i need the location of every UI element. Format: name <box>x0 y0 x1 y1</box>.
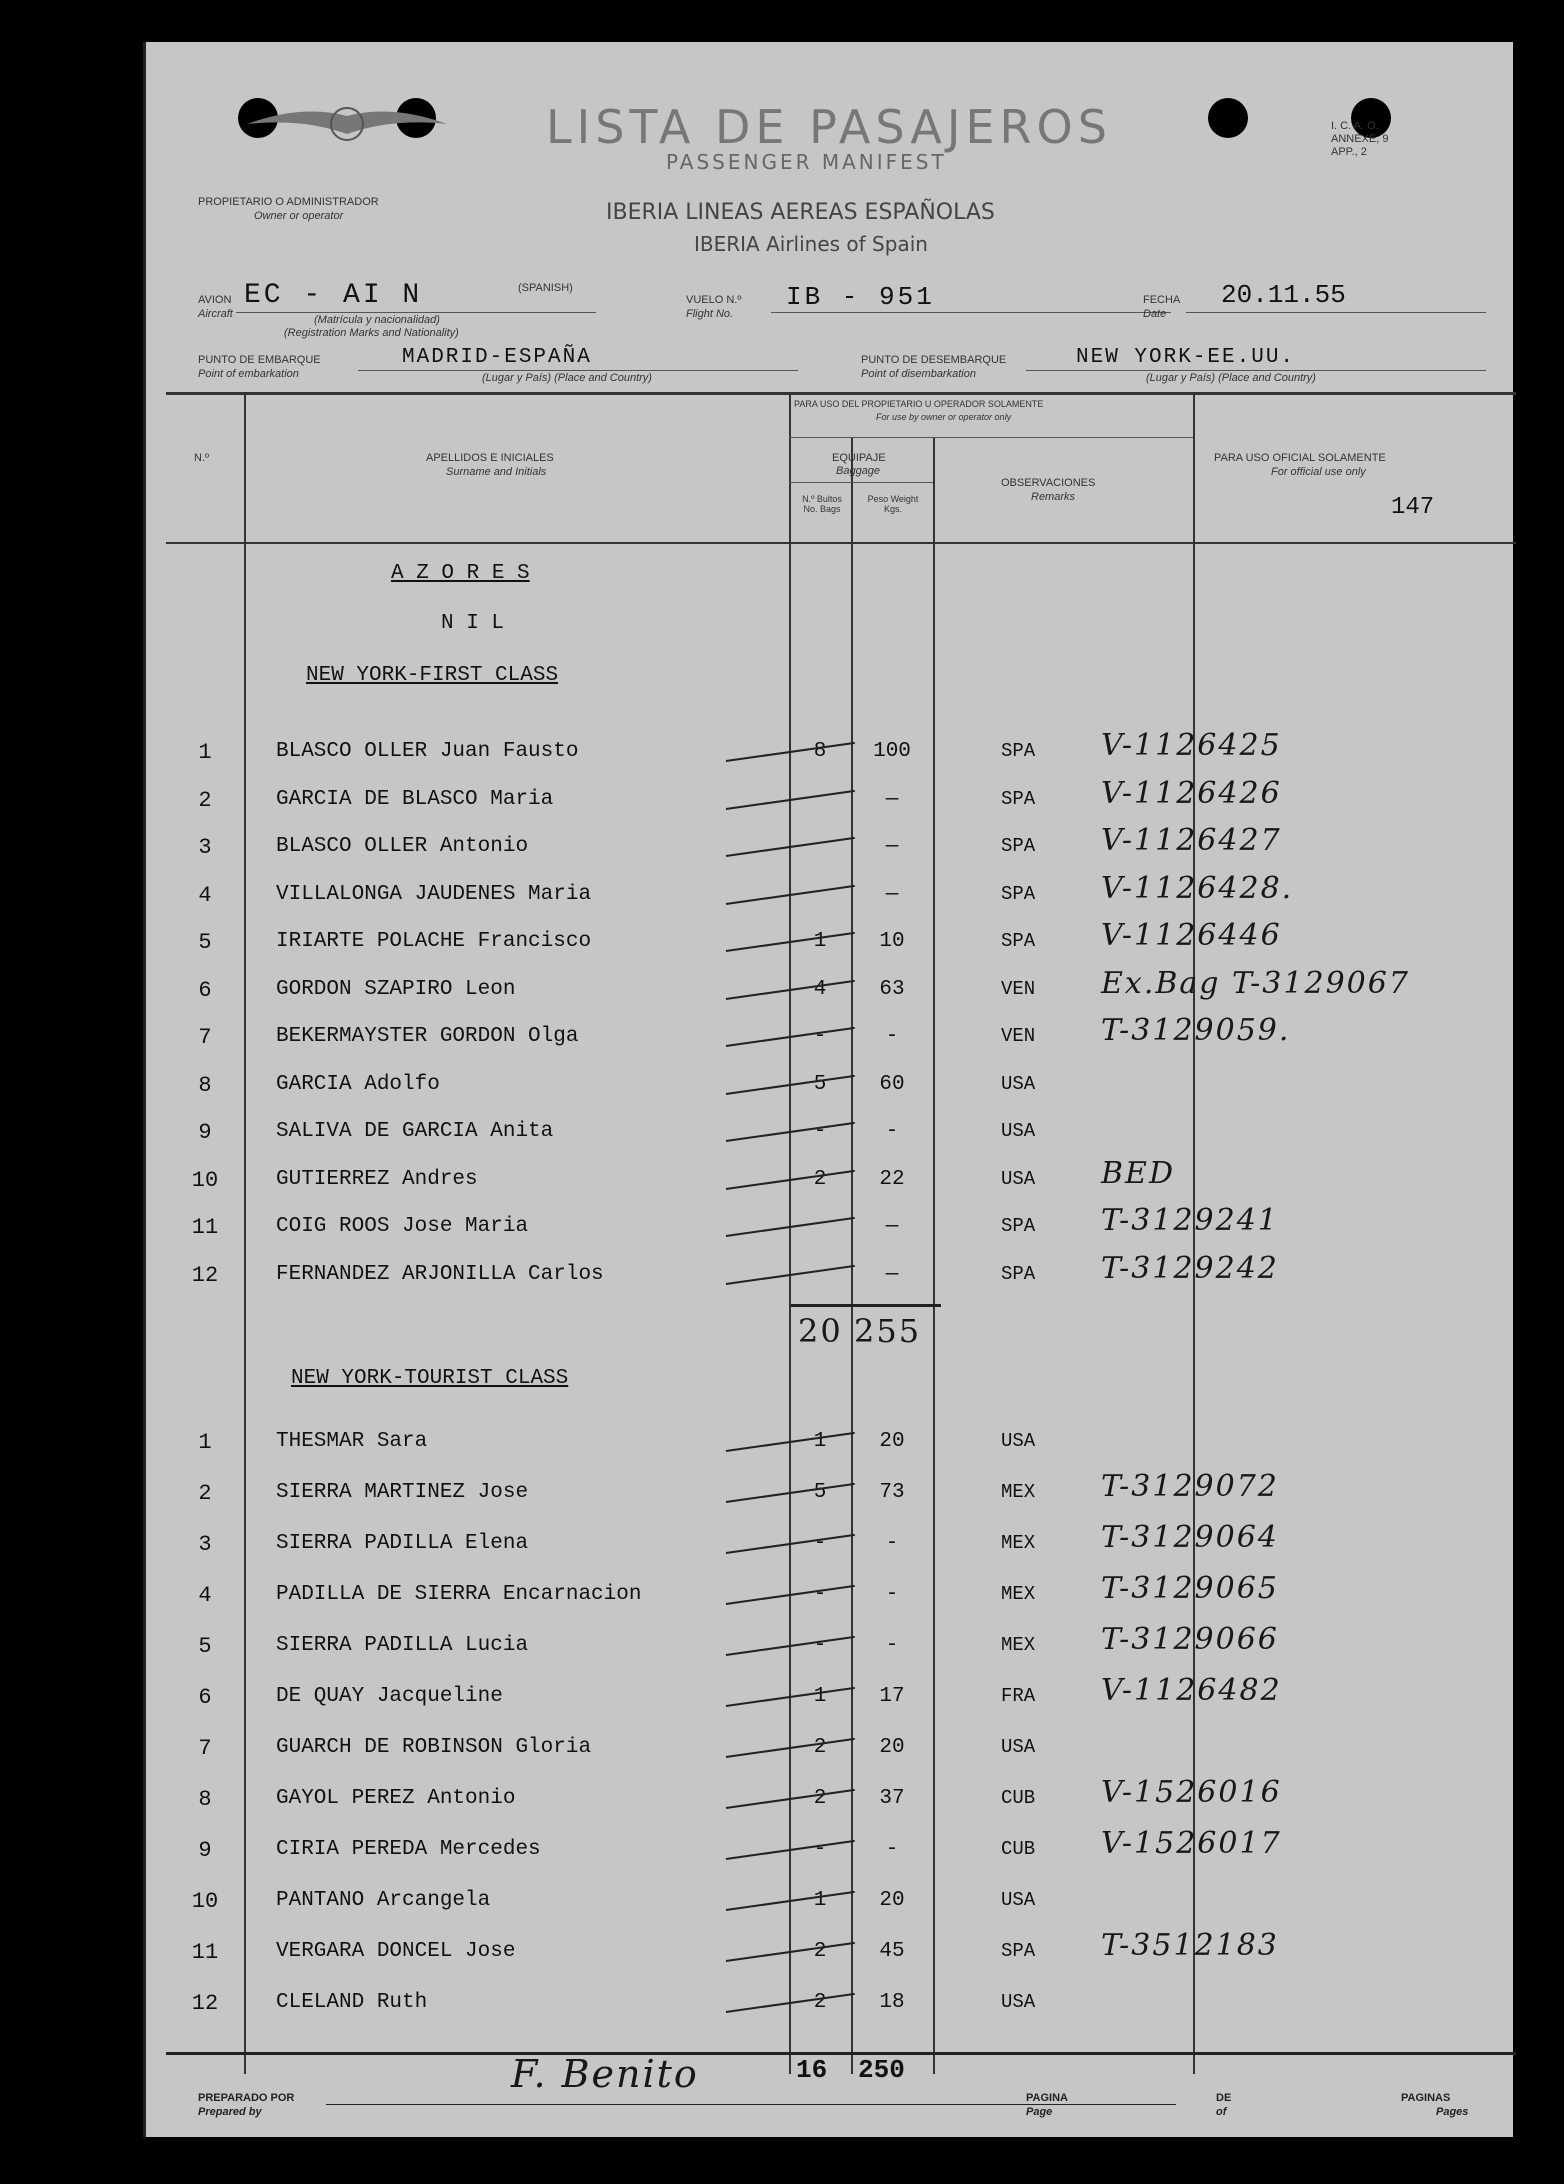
disembark-underline <box>1026 370 1486 371</box>
bag-weight: 20 <box>879 1889 905 1912</box>
section-first-class: NEW YORK-FIRST CLASS <box>306 664 559 687</box>
col-header-remarks-en: Remarks <box>1031 491 1076 503</box>
official-ticket-number: V-1526017 <box>1101 1826 1282 1861</box>
table-bottom-border <box>166 2052 1516 2055</box>
bag-weight: 100 <box>873 740 911 763</box>
bag-weight: - <box>885 1532 899 1555</box>
nationality: MEX <box>1001 1583 1036 1605</box>
pages-label: PAGINAS <box>1401 2092 1451 2104</box>
check-mark-stroke <box>726 789 855 809</box>
flight-label-en: Flight No. <box>686 308 734 320</box>
bag-count: 8 <box>813 740 827 763</box>
bag-count: 1 <box>813 1889 827 1912</box>
nationality-note: (SPANISH) <box>518 282 573 294</box>
passenger-row <box>166 1250 1513 1305</box>
col-header-owner-use: PARA USO DEL PROPIETARIO U OPERADOR SOLAMENTE <box>794 399 1044 409</box>
check-mark-stroke <box>726 1217 855 1237</box>
passenger-name: DE QUAY Jacqueline <box>276 1685 503 1708</box>
col-header-weight: Peso Weight Kgs. <box>867 494 919 514</box>
passenger-name: CIRIA PEREDA Mercedes <box>276 1838 541 1861</box>
of-label: DE <box>1216 2092 1232 2104</box>
passenger-name: BLASCO OLLER Juan Fausto <box>276 740 579 763</box>
pages-label-en: Pages <box>1436 2106 1469 2118</box>
bag-weight: 73 <box>879 1481 905 1504</box>
passenger-number: 5 <box>198 1634 212 1659</box>
passenger-number: 10 <box>191 1889 219 1914</box>
bag-weight: - <box>885 1025 899 1048</box>
bag-weight: - <box>885 1120 899 1143</box>
nationality: USA <box>1001 1889 1036 1911</box>
bag-weight: 17 <box>879 1685 905 1708</box>
bag-weight: 37 <box>879 1787 905 1810</box>
nationality: SPA <box>1001 882 1036 905</box>
bag-count: 1 <box>813 930 827 953</box>
col-header-official-en: For official use only <box>1271 466 1366 478</box>
passenger-row <box>166 1983 1513 2033</box>
aircraft-label-en: Aircraft <box>198 308 233 320</box>
nationality: VEN <box>1001 977 1036 1000</box>
nationality: MEX <box>1001 1481 1036 1503</box>
section-azores: A Z O R E S <box>391 562 530 585</box>
col-header-pieces: N.º Bultos No. Bags <box>802 494 842 514</box>
nationality: SPA <box>1001 835 1036 857</box>
prepared-underline <box>326 2104 1176 2105</box>
passenger-number: 11 <box>191 1940 219 1965</box>
owner-label-en: Owner or operator <box>254 210 344 222</box>
disembark-value: NEW YORK-EE.UU. <box>1076 346 1296 369</box>
first-total-line <box>791 1304 941 1307</box>
bag-weight: — <box>885 787 899 811</box>
bag-count: - <box>813 1120 827 1143</box>
passenger-name: GUTIERREZ Andres <box>276 1167 478 1191</box>
passenger-row <box>166 1013 1513 1067</box>
bag-count: 2 <box>813 1940 827 1963</box>
nationality: SPA <box>1001 1262 1036 1285</box>
col-header-owner-use-en: For use by owner or operator only <box>876 412 1012 422</box>
passenger-row <box>166 1469 1513 1523</box>
date-label: FECHA <box>1143 294 1181 306</box>
passenger-name: GAYOL PEREZ Antonio <box>276 1787 516 1810</box>
official-ticket-number: V-1126446 <box>1101 918 1282 953</box>
airline-name-es: IBERIA LINEAS AEREAS ESPAÑOLAS <box>606 200 995 225</box>
bag-weight: - <box>885 1583 899 1606</box>
date-underline <box>1186 312 1486 313</box>
bag-count: 1 <box>813 1430 827 1453</box>
section-nil: N I L <box>441 612 505 635</box>
nationality: CUB <box>1001 1787 1036 1809</box>
passenger-row <box>166 1065 1513 1115</box>
disembark-label-en: Point of disembarkation <box>861 368 976 380</box>
aircraft-sub1: (Matrícula y nacionalidad) <box>314 314 440 326</box>
bag-count: - <box>813 1583 827 1606</box>
official-ticket-number: V-1126482 <box>1101 1673 1282 1708</box>
nationality: USA <box>1001 1430 1036 1452</box>
col-header-official: PARA USO OFICIAL SOLAMENTE <box>1214 452 1386 464</box>
passenger-number: 5 <box>198 930 212 955</box>
passenger-row <box>166 775 1513 830</box>
official-ticket-number: T-3512183 <box>1101 1928 1279 1963</box>
annex-reference: I. C. A. O. ANNEXE, 9 APP., 2 <box>1331 120 1389 158</box>
date-label-en: Date <box>1143 308 1167 320</box>
passenger-name: PADILLA DE SIERRA Encarnacion <box>276 1583 642 1606</box>
owner-label: PROPIETARIO O ADMINISTRADOR <box>198 196 379 208</box>
passenger-row <box>166 1520 1513 1574</box>
passenger-number: 6 <box>198 1685 212 1710</box>
passenger-number: 7 <box>198 1025 212 1050</box>
passenger-name: COIG ROOS Jose Maria <box>276 1215 529 1238</box>
of-label-en: of <box>1216 2106 1227 2118</box>
page-subtitle: PASSENGER MANIFEST <box>666 150 947 174</box>
passenger-row <box>166 1112 1513 1162</box>
passenger-number: 10 <box>191 1167 219 1193</box>
disembark-sub: (Lugar y País) (Place and Country) <box>1146 372 1316 384</box>
embark-value: MADRID-ESPAÑA <box>402 346 592 369</box>
official-ticket-number: V-1126425 <box>1101 728 1282 763</box>
bag-count: 2 <box>813 1167 827 1191</box>
official-ticket-number: T-3129066 <box>1101 1622 1279 1657</box>
passenger-name: VERGARA DONCEL Jose <box>276 1940 516 1963</box>
passenger-row <box>166 1881 1513 1931</box>
header-bottom-border <box>166 542 1516 544</box>
bag-weight: 60 <box>879 1072 905 1096</box>
flight-label: VUELO N.º <box>686 294 742 306</box>
official-ticket-number: V-1526016 <box>1101 1775 1282 1810</box>
bag-weight: 10 <box>879 930 905 953</box>
nationality: FRA <box>1001 1685 1036 1707</box>
passenger-number: 8 <box>198 1787 212 1812</box>
baggage-divider <box>789 482 933 483</box>
bag-weight: - <box>885 1838 899 1861</box>
nationality: MEX <box>1001 1634 1036 1656</box>
airline-name-en: IBERIA Airlines of Spain <box>694 232 928 256</box>
passenger-name: GUARCH DE ROBINSON Gloria <box>276 1736 592 1759</box>
passenger-row <box>166 1826 1513 1880</box>
check-mark-stroke <box>726 1264 855 1284</box>
passenger-row <box>166 1571 1513 1625</box>
bag-weight: 22 <box>879 1167 905 1191</box>
passenger-name: BLASCO OLLER Antonio <box>276 835 529 858</box>
airline-wings-logo <box>242 94 452 154</box>
official-ticket-number: T-3129072 <box>1101 1469 1279 1504</box>
nationality: USA <box>1001 1167 1036 1190</box>
passenger-number: 11 <box>191 1215 219 1240</box>
passenger-row <box>166 918 1513 972</box>
bag-weight: 18 <box>879 1991 905 2014</box>
passenger-row <box>166 870 1513 925</box>
passenger-row <box>166 1728 1513 1778</box>
bag-weight: — <box>885 835 899 858</box>
passenger-row <box>166 1622 1513 1676</box>
bag-weight: 45 <box>879 1940 905 1963</box>
aircraft-value: EC - AI N <box>244 280 423 311</box>
nationality: CUB <box>1001 1838 1036 1860</box>
embark-sub: (Lugar y País) (Place and Country) <box>482 372 652 384</box>
bag-weight: 20 <box>879 1736 905 1759</box>
tourist-total-weight: 250 <box>858 2055 905 2085</box>
check-mark-stroke <box>726 837 855 857</box>
flight-underline <box>771 312 1171 313</box>
aircraft-label: AVION <box>198 294 232 306</box>
nationality: USA <box>1001 1991 1036 2013</box>
bag-count: 5 <box>813 1072 827 1096</box>
col-header-baggage: EQUIPAJE <box>832 452 886 464</box>
official-number: 147 <box>1391 494 1435 521</box>
nationality: USA <box>1001 1736 1036 1758</box>
nationality: USA <box>1001 1072 1036 1095</box>
col-header-no: N.º <box>194 452 210 464</box>
passenger-row <box>166 1422 1513 1472</box>
official-ticket-number: V-1126428. <box>1101 870 1294 906</box>
bag-count: 2 <box>813 1787 827 1810</box>
first-total-weight: 255 <box>854 1312 922 1350</box>
prepared-label: PREPARADO POR <box>198 2092 295 2104</box>
passenger-number: 12 <box>191 1262 219 1288</box>
nationality: VEN <box>1001 1025 1036 1047</box>
official-ticket-number: Ex.Bag T-3129067 <box>1101 965 1410 1001</box>
passenger-name: CLELAND Ruth <box>276 1991 428 2014</box>
passenger-row <box>166 1928 1513 1982</box>
passenger-row <box>166 1673 1513 1727</box>
nationality: USA <box>1001 1120 1036 1142</box>
passenger-number: 2 <box>198 787 212 813</box>
bag-weight: 20 <box>879 1430 905 1453</box>
prepared-label-en: Prepared by <box>198 2106 262 2118</box>
official-ticket-number: T-3129059. <box>1101 1013 1291 1048</box>
embark-label-en: Point of embarkation <box>198 368 299 380</box>
passenger-row <box>166 965 1513 1020</box>
owner-use-divider <box>789 437 1193 438</box>
passenger-number: 1 <box>198 740 212 765</box>
passenger-row <box>166 1203 1513 1257</box>
nationality: SPA <box>1001 787 1036 810</box>
passenger-number: 9 <box>198 1120 212 1145</box>
preparer-signature: F. Benito <box>511 2052 699 2096</box>
bag-count: - <box>813 1532 827 1555</box>
passenger-name: VILLALONGA JAUDENES Maria <box>276 882 592 906</box>
page-title: LISTA DE PASAJEROS <box>546 100 1112 154</box>
passenger-number: 9 <box>198 1838 212 1863</box>
passenger-name: SALIVA DE GARCIA Anita <box>276 1120 554 1143</box>
date-value: 20.11.55 <box>1221 280 1346 310</box>
nationality: MEX <box>1001 1532 1036 1554</box>
passenger-number: 12 <box>191 1991 219 2016</box>
bag-weight: - <box>885 1634 899 1657</box>
official-ticket-number: V-1126426 <box>1101 775 1282 811</box>
passenger-row <box>166 823 1513 877</box>
flight-value: IB - 951 <box>786 282 935 312</box>
passenger-number: 3 <box>198 835 212 860</box>
official-ticket-number: V-1126427 <box>1101 823 1282 858</box>
tourist-total-bags: 16 <box>796 2055 828 2085</box>
bag-count: 5 <box>813 1481 827 1504</box>
aircraft-underline <box>236 312 596 313</box>
passenger-number: 4 <box>198 882 212 908</box>
embark-label: PUNTO DE EMBARQUE <box>198 354 321 366</box>
bag-weight: — <box>885 1262 899 1286</box>
disembark-label: PUNTO DE DESEMBARQUE <box>861 354 1007 366</box>
bag-count: 2 <box>813 1736 827 1759</box>
page-label-en: Page <box>1026 2106 1053 2118</box>
embark-underline <box>358 370 798 371</box>
passenger-number: 6 <box>198 977 212 1003</box>
passenger-number: 3 <box>198 1532 212 1557</box>
first-total-bags: 20 <box>798 1312 843 1350</box>
passenger-name: IRIARTE POLACHE Francisco <box>276 930 592 953</box>
col-header-remarks: OBSERVACIONES <box>1001 477 1096 489</box>
passenger-name: THESMAR Sara <box>276 1430 428 1453</box>
passenger-name: SIERRA PADILLA Elena <box>276 1532 529 1555</box>
bag-count: - <box>813 1634 827 1657</box>
bag-count: 4 <box>813 977 827 1001</box>
official-ticket-number: T-3129064 <box>1101 1520 1279 1555</box>
section-tourist-class: NEW YORK-TOURIST CLASS <box>291 1367 569 1390</box>
nationality: SPA <box>1001 1940 1036 1962</box>
passenger-name: GARCIA Adolfo <box>276 1072 440 1096</box>
official-ticket-number: T-3129242 <box>1101 1250 1279 1286</box>
passenger-number: 8 <box>198 1072 212 1098</box>
check-mark-stroke <box>726 884 855 904</box>
passenger-name: FERNANDEZ ARJONILLA Carlos <box>276 1262 604 1286</box>
official-ticket-number: T-3129241 <box>1101 1203 1279 1238</box>
passenger-name: SIERRA PADILLA Lucia <box>276 1634 529 1657</box>
passenger-row <box>166 728 1513 782</box>
passenger-name: BEKERMAYSTER GORDON Olga <box>276 1025 579 1048</box>
bag-count: - <box>813 1838 827 1861</box>
official-ticket-number: T-3129065 <box>1101 1571 1279 1606</box>
bag-weight: 63 <box>879 977 905 1001</box>
passenger-number: 7 <box>198 1736 212 1761</box>
bag-count: - <box>813 1025 827 1048</box>
bag-weight: — <box>885 1215 899 1238</box>
col-header-baggage-en: Baggage <box>836 465 881 477</box>
passenger-number: 1 <box>198 1430 212 1455</box>
punch-hole <box>1208 98 1248 138</box>
nationality: SPA <box>1001 930 1036 952</box>
col-header-name-en: Surname and Initials <box>446 466 547 478</box>
bag-weight: — <box>885 882 899 906</box>
page-label: PAGINA <box>1026 2092 1068 2104</box>
nationality: SPA <box>1001 1215 1036 1237</box>
col-header-name: APELLIDOS E INICIALES <box>426 452 554 464</box>
passenger-name: GARCIA DE BLASCO Maria <box>276 787 554 811</box>
aircraft-sub2: (Registration Marks and Nationality) <box>284 327 459 339</box>
passenger-number: 4 <box>198 1583 212 1608</box>
passenger-name: PANTANO Arcangela <box>276 1889 491 1912</box>
table-top-border <box>166 392 1516 395</box>
nationality: SPA <box>1001 740 1036 762</box>
official-ticket-number: BED <box>1101 1155 1175 1191</box>
manifest-page <box>143 42 1513 2137</box>
passenger-row <box>166 1155 1513 1210</box>
bag-count: 1 <box>813 1685 827 1708</box>
passenger-row <box>166 1775 1513 1829</box>
bag-count: 2 <box>813 1991 827 2014</box>
passenger-number: 2 <box>198 1481 212 1506</box>
passenger-name: GORDON SZAPIRO Leon <box>276 977 516 1001</box>
passenger-name: SIERRA MARTINEZ Jose <box>276 1481 529 1504</box>
